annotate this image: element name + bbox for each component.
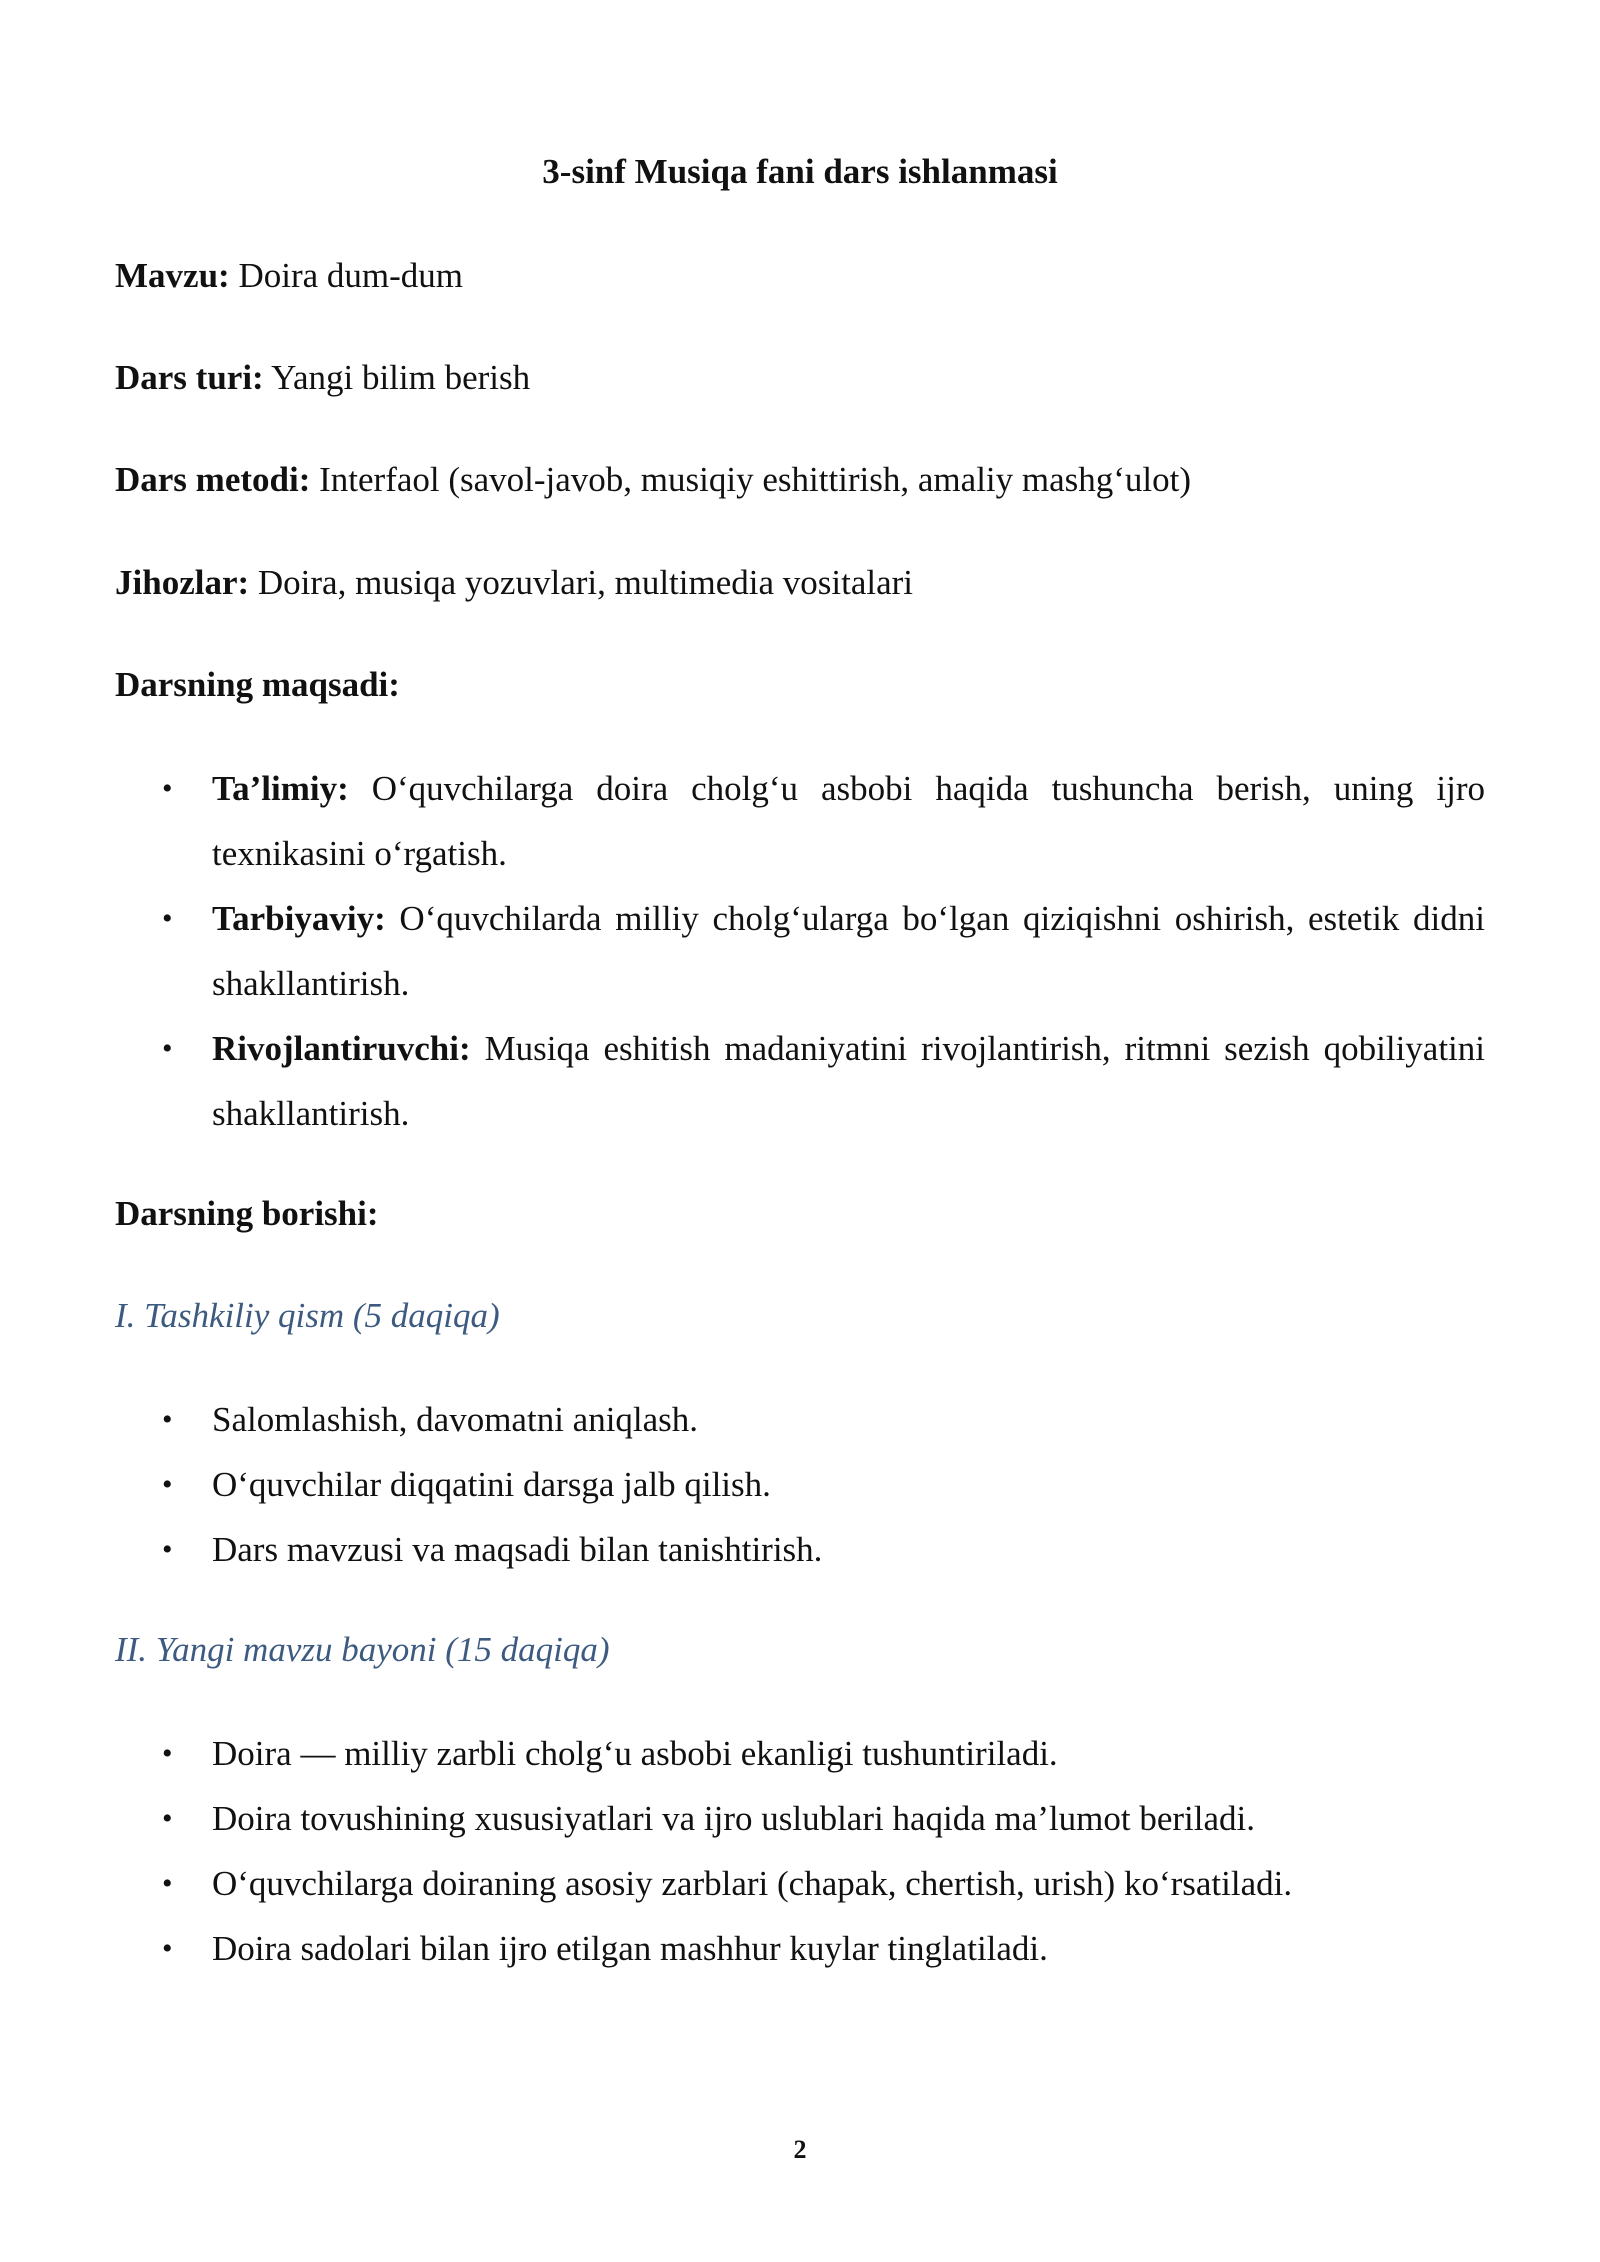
field-lesson-type-label: Dars turi: — [115, 358, 264, 397]
goals-heading: Darsning maqsadi: — [115, 665, 400, 704]
goal-text: O‘quvchilarda milliy cholg‘ularga bo‘lgan qiziqishni oshirish, estetik didni shakllantirish. — [212, 899, 1485, 1003]
list-item: • O‘quvchilar diqqatini darsga jalb qilish. — [115, 1452, 1485, 1517]
field-topic-value: Doira dum-dum — [229, 256, 463, 295]
new-topic-list — [115, 1721, 1485, 1981]
field-method — [115, 458, 1191, 502]
document-title: 3-sinf Musiqa fani dars ishlanmasi — [542, 152, 1058, 191]
list-item: • Salomlashish, davomatni aniqlash. — [115, 1387, 1485, 1452]
page-number: 2 — [793, 2135, 807, 2164]
list-item: • Dars mavzusi va maqsadi bilan tanishtirish. — [115, 1517, 1485, 1582]
field-method-value: Interfaol (savol-javob, musiqiy eshittirish, amaliy mashg‘ulot) — [310, 460, 1192, 499]
field-equipment-label: Jihozlar: — [115, 563, 250, 602]
field-equipment — [115, 561, 913, 605]
field-lesson-type-value: Yangi bilim berish — [263, 358, 531, 397]
process-heading: Darsning borishi: — [115, 1194, 379, 1233]
list-item — [115, 886, 1485, 1016]
section-title-new-topic: II. Yangi mavzu bayoni (15 daqiqa) — [115, 1630, 610, 1669]
list-item: • O‘quvchilarga doiraning asosiy zarblari (chapak, chertish, urish) ko‘rsatiladi. — [115, 1851, 1485, 1916]
goal-label: Tarbiyaviy: — [212, 899, 386, 938]
field-topic — [115, 254, 463, 298]
field-method-label: Dars metodi: — [115, 460, 311, 499]
field-lesson-type — [115, 356, 530, 400]
organizational-list — [115, 1387, 1485, 1582]
list-item — [115, 756, 1485, 886]
field-equipment-value: Doira, musiqa yozuvlari, multimedia vositalari — [249, 563, 914, 602]
field-topic-label: Mavzu: — [115, 256, 230, 295]
goals-list — [115, 756, 1485, 1146]
section-title-organizational: I. Tashkiliy qism (5 daqiqa) — [115, 1296, 500, 1335]
list-item: • Doira tovushining xususiyatlari va ijro uslublari haqida ma’lumot beriladi. — [115, 1786, 1485, 1851]
goal-label: Ta’limiy: — [212, 769, 349, 808]
goal-label: Rivojlantiruvchi: — [212, 1029, 471, 1068]
list-item — [115, 1016, 1485, 1146]
list-item: • Doira — milliy zarbli cholg‘u asbobi ekanligi tushuntiriladi. — [115, 1721, 1485, 1786]
list-item: • Doira sadolari bilan ijro etilgan mashhur kuylar tinglatiladi. — [115, 1916, 1485, 1981]
goal-text: Musiqa eshitish madaniyatini rivojlantirish, ritmni sezish qobiliyatini shakllantirish. — [212, 1029, 1485, 1133]
goal-text: O‘quvchilarga doira cholg‘u asbobi haqida tushuncha berish, uning ijro texnikasini o‘rgatish. — [212, 769, 1485, 873]
